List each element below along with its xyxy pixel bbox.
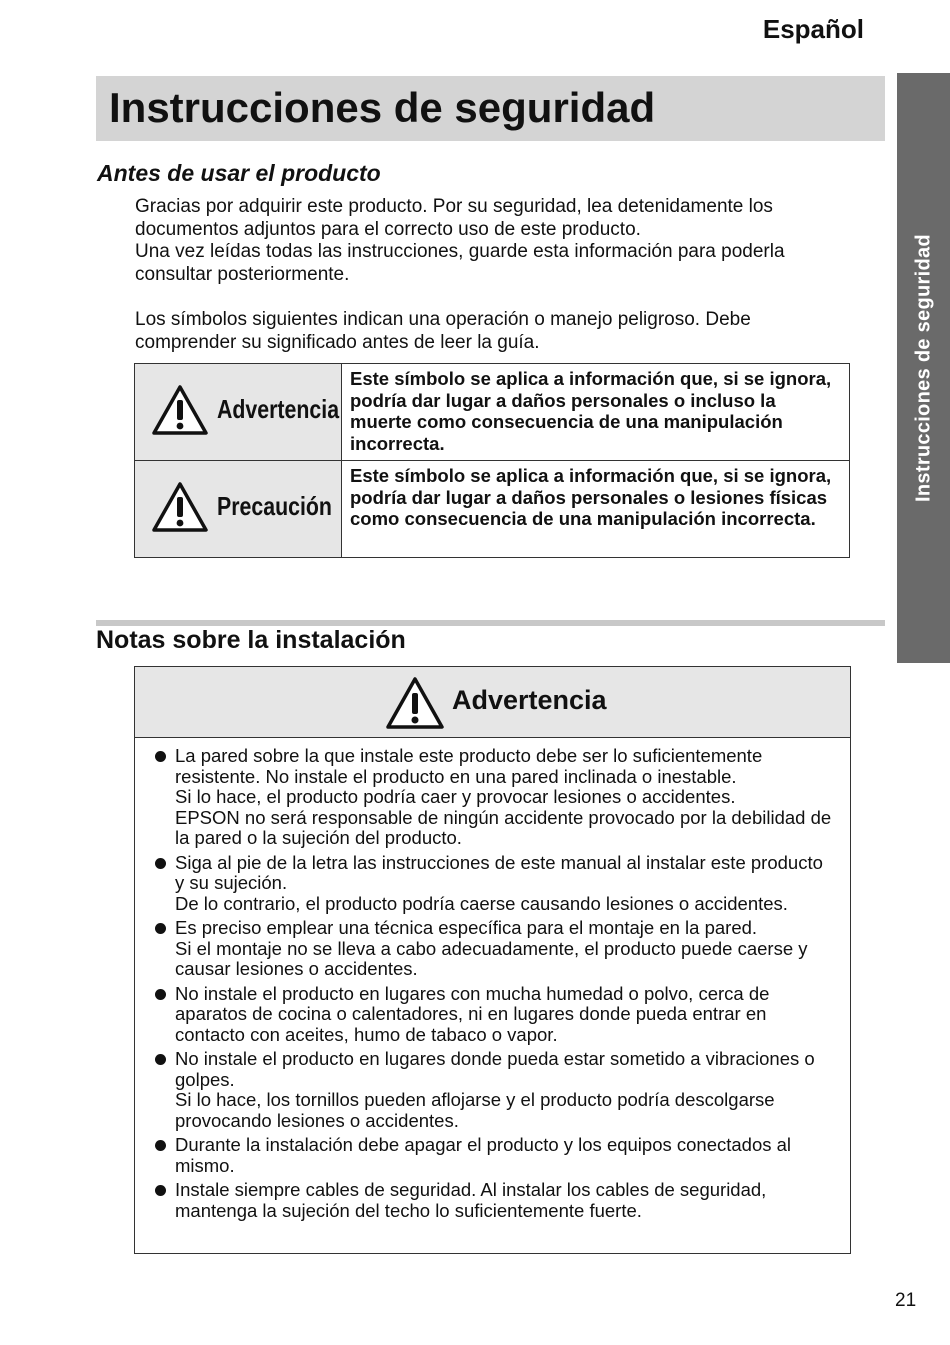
side-tab-label: Instrucciones de seguridad (912, 234, 934, 502)
side-section-tab (897, 73, 950, 663)
list-item-text: EPSON no será responsable de ningún accidente provocado por la debilidad de la pared o la sujeción del producto. (175, 806, 832, 848)
bullet-icon (155, 989, 166, 1000)
list-item-text: Instale siempre cables de seguridad. Al instalar los cables de seguridad, mantenga la sujeción del techo lo suficientemente fuerte. (175, 1179, 767, 1221)
list-item (135, 853, 850, 915)
symbol-description: Este símbolo se aplica a información que, si se ignora, podría dar lugar a daños personales o incluso la muerte como consecuencia de una manipulación incorrecta. (342, 364, 850, 461)
bullet-icon (155, 858, 166, 869)
bullet-icon (155, 1140, 166, 1151)
list-item-text: Siga al pie de la letra las instrucciones de este manual al instalar este producto y su sujeción. (175, 851, 823, 893)
warning-box (134, 666, 851, 1254)
list-item-text: La pared sobre la que instale este producto debe ser lo suficientemente resistente. No instale el producto en una pared inclinada o inestable. (175, 745, 763, 787)
warning-triangle-icon (151, 384, 209, 436)
symbol-table (134, 363, 850, 558)
list-item-text: Durante la instalación debe apagar el producto y los equipos conectados al mismo. (175, 1134, 792, 1176)
symbol-description: Este símbolo se aplica a información que, si se ignora, podría dar lugar a daños personales o lesiones físicas como consecuencia de una manipulación incorrecta. (342, 461, 850, 558)
section2-heading: Notas sobre la instalación (96, 626, 406, 654)
symbol-cell (135, 461, 342, 558)
bullet-icon (155, 751, 166, 762)
warning-triangle-icon (385, 676, 445, 730)
page-number: 21 (895, 1290, 917, 1311)
intro-paragraph-2: Una vez leídas todas las instrucciones, guarde esta información para poderla consultar posteriormente. (135, 241, 785, 285)
warning-box-header (135, 667, 850, 738)
list-item (135, 746, 850, 849)
bullet-icon (155, 923, 166, 934)
section1-heading: Antes de usar el producto (97, 160, 381, 186)
bullet-icon (155, 1054, 166, 1065)
page-title: Instrucciones de seguridad (109, 84, 656, 131)
list-item-text: Es preciso emplear una técnica específica para el montaje en la pared. (175, 917, 758, 938)
language-label: Español (762, 14, 864, 44)
symbol-cell (135, 364, 342, 461)
intro-paragraph-1: Gracias por adquirir este producto. Por su seguridad, lea detenidamente los documentos adjuntos para el correcto uso de este producto. (135, 196, 773, 240)
symbol-row-warning (135, 364, 850, 461)
warning-list (135, 738, 850, 1221)
symbol-label: Precaución (217, 491, 332, 521)
list-item-text: No instale el producto en lugares donde pueda estar sometido a vibraciones o golpes. (175, 1048, 815, 1090)
list-item-text: No instale el producto en lugares con mucha humedad o polvo, cerca de aparatos de cocina o calentadores, ni en lugares donde pueda entrar en contacto con aceites, humo de tabaco o vapor. (175, 982, 770, 1045)
list-item-text: Si el montaje no se lleva a cabo adecuadamente, el producto puede caerse y causar lesiones o accidentes. (175, 937, 808, 979)
title-bar (96, 76, 885, 141)
list-item-text: De lo contrario, el producto podría caerse causando lesiones o accidentes. (175, 892, 788, 914)
warning-box-title: Advertencia (452, 685, 607, 715)
bullet-icon (155, 1185, 166, 1196)
symbol-label: Advertencia (217, 394, 340, 424)
list-item-text: Si lo hace, el producto podría caer y provocar lesiones o accidentes. (175, 786, 736, 807)
warning-triangle-icon (151, 481, 209, 533)
list-item (135, 1049, 850, 1131)
list-item (135, 984, 850, 1046)
list-item-text: Si lo hace, los tornillos pueden aflojarse y el producto podría descolgarse provocando lesiones o accidentes. (175, 1089, 775, 1131)
symbol-row-caution (135, 461, 850, 558)
list-item (135, 1135, 850, 1176)
list-item (135, 918, 850, 980)
list-item (135, 1180, 850, 1221)
intro-paragraph-3: Los símbolos siguientes indican una operación o manejo peligroso. Debe comprender su significado antes de leer la guía. (135, 309, 751, 353)
